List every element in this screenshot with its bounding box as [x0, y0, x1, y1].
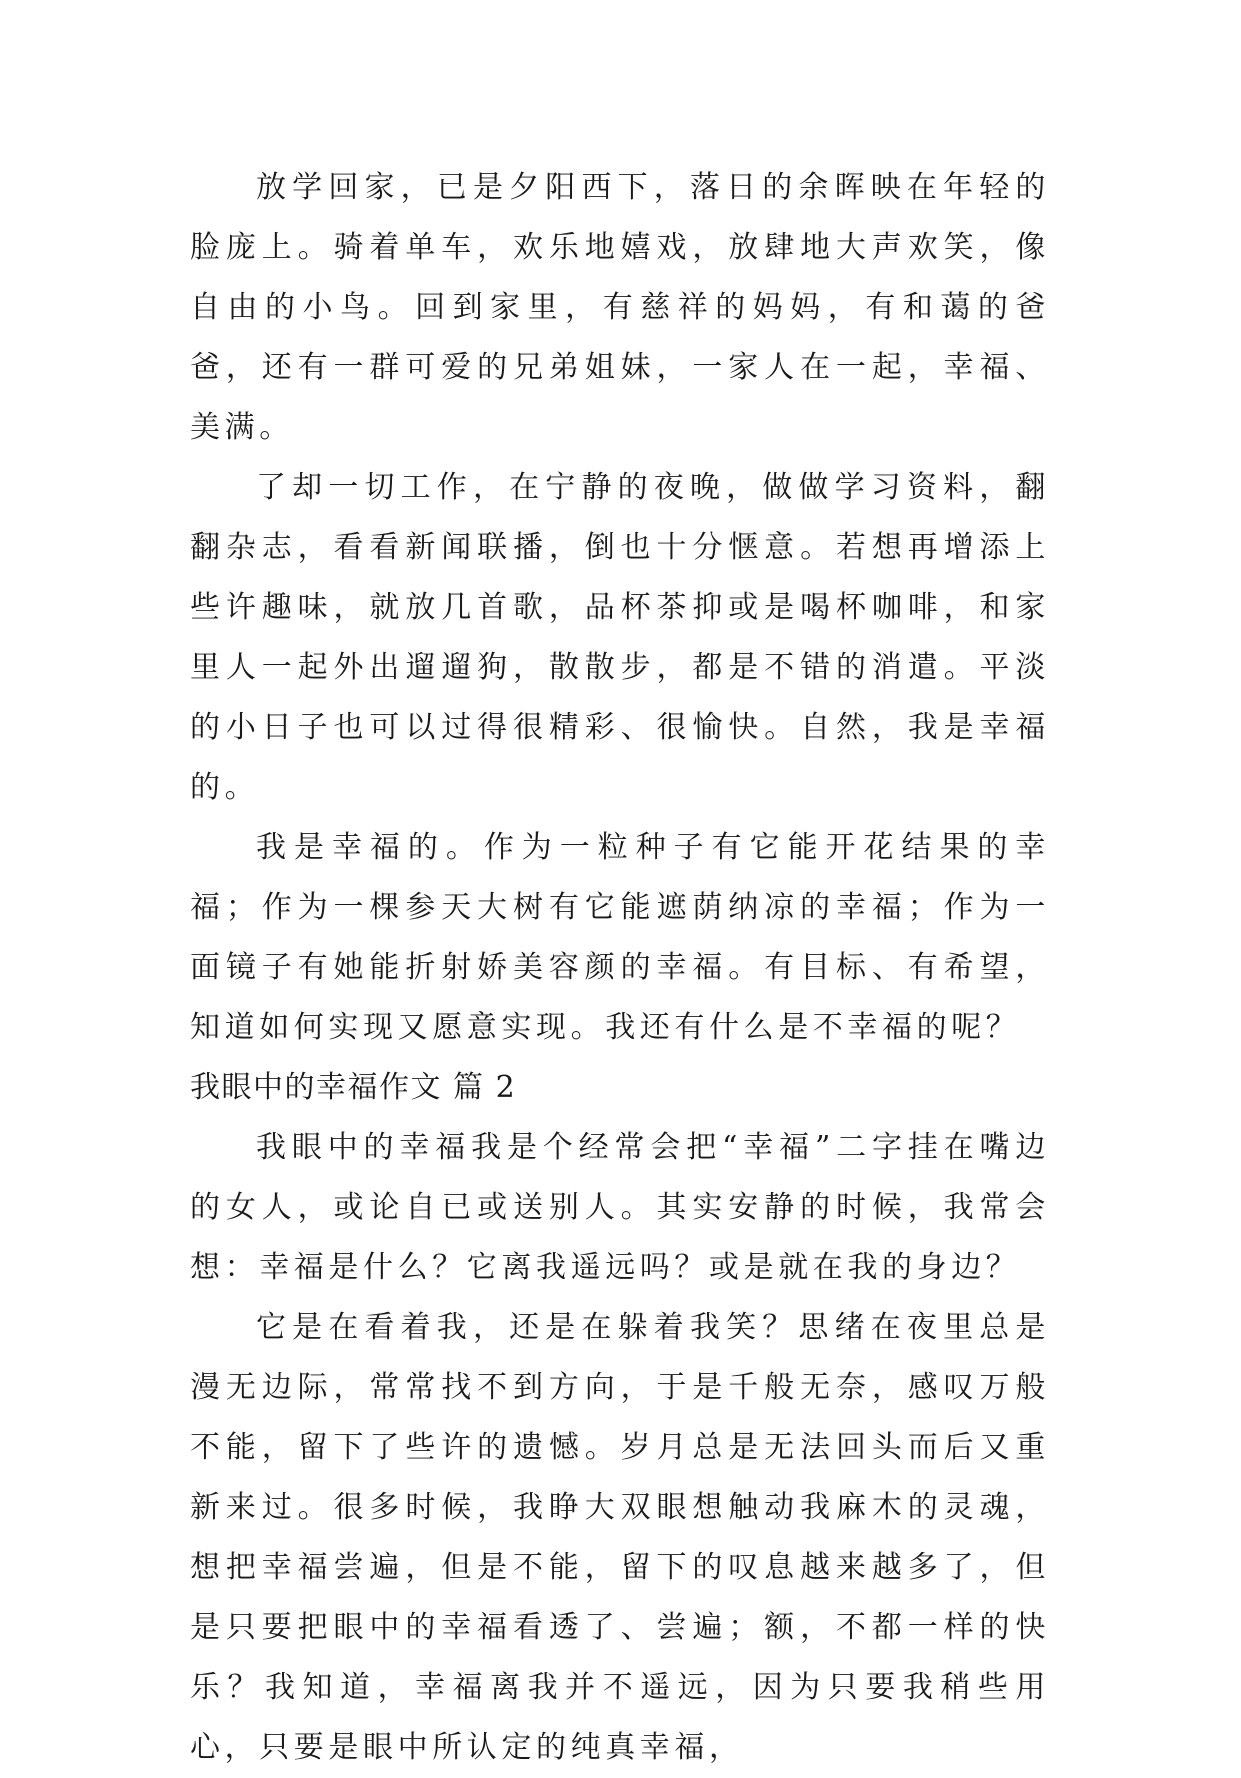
paragraph: 我眼中的幸福我是个经常会把“幸福”二字挂在嘴边的女人，或论自已或送别人。其实安静的时候，我常会想：幸福是什么？它离我遥远吗？或是就在我的身边？ [190, 1130, 1050, 1285]
document-body [190, 158, 1050, 1778]
paragraph: 放学回家，已是夕阳西下，落日的余晖映在年轻的脸庞上。骑着单车，欢乐地嬉戏，放肆地大声欢笑，像自由的小鸟。回到家里，有慈祥的妈妈，有和蔼的爸爸，还有一群可爱的兄弟姐妹，一家人在一起，幸福、美满。 [190, 170, 1050, 445]
paragraph: 我是幸福的。作为一粒种子有它能开花结果的幸福；作为一棵参天大树有它能遮荫纳凉的幸福；作为一面镜子有她能折射娇美容颜的幸福。有目标、有希望，知道如何实现又愿意实现。我还有什么是不幸福的呢？ [190, 830, 1050, 1045]
paragraph: 了却一切工作，在宁静的夜晚，做做学习资料，翻翻杂志，看看新闻联播，倒也十分惬意。若想再增添上些许趣味，就放几首歌，品杯茶抑或是喝杯咖啡，和家里人一起外出遛遛狗，散散步，都是不错的消遣。平淡的小日子也可以过得很精彩、很愉快。自然，我是幸福的。 [190, 470, 1050, 805]
section-heading: 我眼中的幸福作文 篇 2 [190, 1070, 517, 1105]
paragraph: 它是在看着我，还是在躲着我笑？思绪在夜里总是漫无边际，常常找不到方向，于是千般无奈，感叹万般不能，留下了些许的遗憾。岁月总是无法回头而后又重新来过。很多时候，我睁大双眼想触动我麻木的灵魂，想把幸福尝遍，但是不能，留下的叹息越来越多了，但是只要把眼中的幸福看透了、尝遍；额，不都一样的快乐？我知道，幸福离我并不遥远，因为只要我稍些用心，只要是眼中所认定的纯真幸福， [190, 1310, 1050, 1765]
